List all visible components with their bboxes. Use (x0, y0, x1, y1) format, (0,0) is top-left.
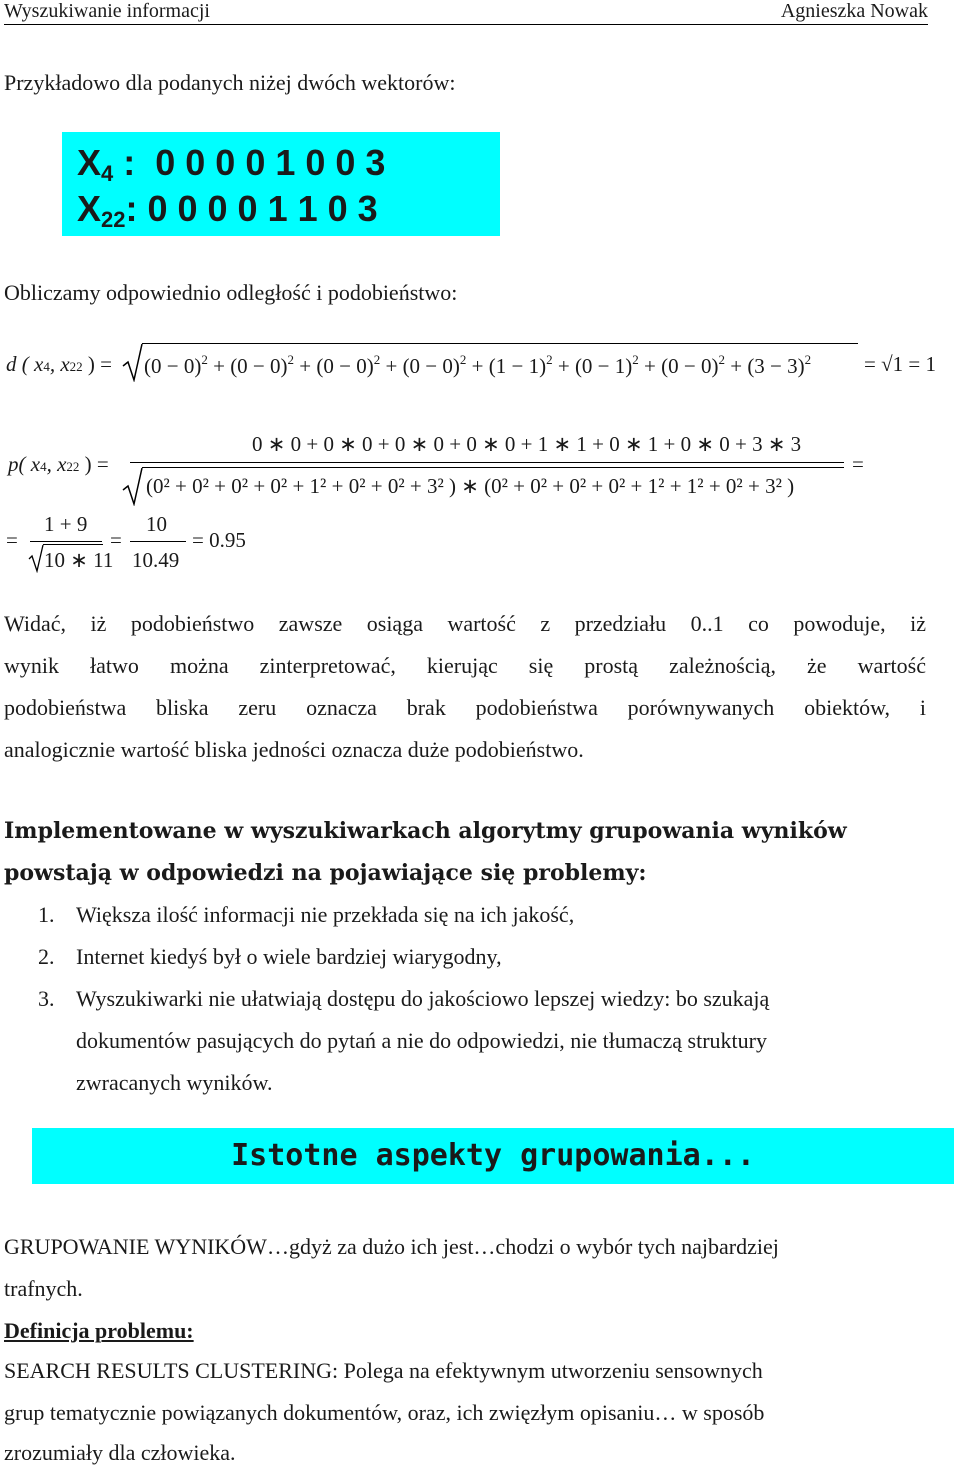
paragraph-line: Widać, iż podobieństwo zawsze osiąga wartość z przedziału 0..1 co powoduje, iż (4, 611, 926, 636)
frac2-eq: = (110, 528, 122, 552)
frac2-denominator: 10.49 (132, 548, 180, 572)
intro-text: Przykładowo dla podanych niżej dwóch wektorów: (4, 70, 456, 95)
frac2-bar (130, 541, 186, 542)
page-header (4, 0, 928, 25)
frac1-bar (30, 541, 102, 542)
distance-result: = √1 = 1 (864, 352, 936, 376)
similarity-denominator: (0² + 0² + 0² + 0² + 1² + 0² + 0² + 3² ) ∗ (0² + 0² + 0² + 0² + 1² + 1² + 0² + 3² ) (146, 474, 795, 498)
distance-lhs: d ( x4, x22 ) = (6, 352, 112, 376)
frac1-numerator: 1 + 9 (44, 512, 88, 536)
section-banner: Istotne aspekty grupowania... (32, 1128, 954, 1184)
definition-label: Definicja problemu: (4, 1318, 194, 1343)
similarity-numerator: 0 ∗ 0 + 0 ∗ 0 + 0 ∗ 0 + 0 ∗ 0 + 1 ∗ 1 + 0 ∗ 1 + 0 ∗ 0 + 3 ∗ 3 (252, 432, 802, 456)
calc-intro: Obliczamy odpowiednio odległość i podobieństwo: (4, 280, 458, 305)
grouping-text: GRUPOWANIE WYNIKÓW…gdyż za dużo ich jest…chodzi o wybór tych najbardziej (4, 1234, 779, 1259)
frac2-numerator: 10 (146, 512, 167, 536)
frac1-denominator: 10 ∗ 11 (44, 548, 114, 572)
header-title: Wyszukiwanie informacji (4, 0, 210, 22)
sqrt-sign (122, 342, 144, 382)
definition-text: grup tematycznie powiązanych dokumentów, oraz, ich zwięzłym opisaniu… w sposób (4, 1400, 765, 1425)
similarity-lhs: p( x4, x22 ) = (8, 452, 109, 476)
vector-x4: $X_4$ : 0 0 0 0 1 0 0 3 (77, 142, 386, 186)
sqrt-bar-frac1 (43, 544, 103, 545)
similarity-fraction-bar (130, 462, 844, 463)
similarity-result: = 0.95 (192, 528, 246, 552)
sqrt-sign-denominator (122, 466, 144, 506)
sqrt-sign-frac1 (28, 543, 44, 573)
similarity-line2-eq: = (6, 528, 18, 552)
grouping-text: trafnych. (4, 1276, 83, 1301)
section-heading: powstają w odpowiedzi na pojawiające się problemy: (4, 860, 647, 886)
paragraph-line: wynik łatwo można zinterpretować, kierując się prostą zależnością, że wartość (4, 653, 926, 678)
similarity-eq: = (852, 452, 864, 476)
paragraph-line: podobieństwa bliska zeru oznacza brak podobieństwa porównywanych obiektów, i (4, 695, 926, 720)
vectors-box (62, 132, 500, 236)
sqrt-bar (142, 343, 858, 344)
definition-text: SEARCH RESULTS CLUSTERING: Polega na efektywnym utworzeniu sensownych (4, 1358, 763, 1383)
paragraph-line: analogicznie wartość bliska jedności oznacza duże podobieństwo. (4, 737, 584, 762)
section-heading: Implementowane w wyszukiwarkach algorytmy grupowania wyników (4, 818, 847, 844)
sqrt-bar-denominator (142, 467, 844, 468)
definition-text: zrozumiały dla człowieka. (4, 1440, 236, 1465)
distance-terms: $(0 - 0)^2 + (0 - 0)^2 + (0 - 0)^2 + (0 - 0)^2 + (1 - 1)^2 + (0 - 1)^2 + (0 - 0)^2 + (3 - 3)^2$ (144, 352, 812, 378)
header-author: Agnieszka Nowak (780, 0, 928, 22)
vector-x22: $X_{22}$: 0 0 0 0 1 1 0 3 (77, 188, 378, 232)
